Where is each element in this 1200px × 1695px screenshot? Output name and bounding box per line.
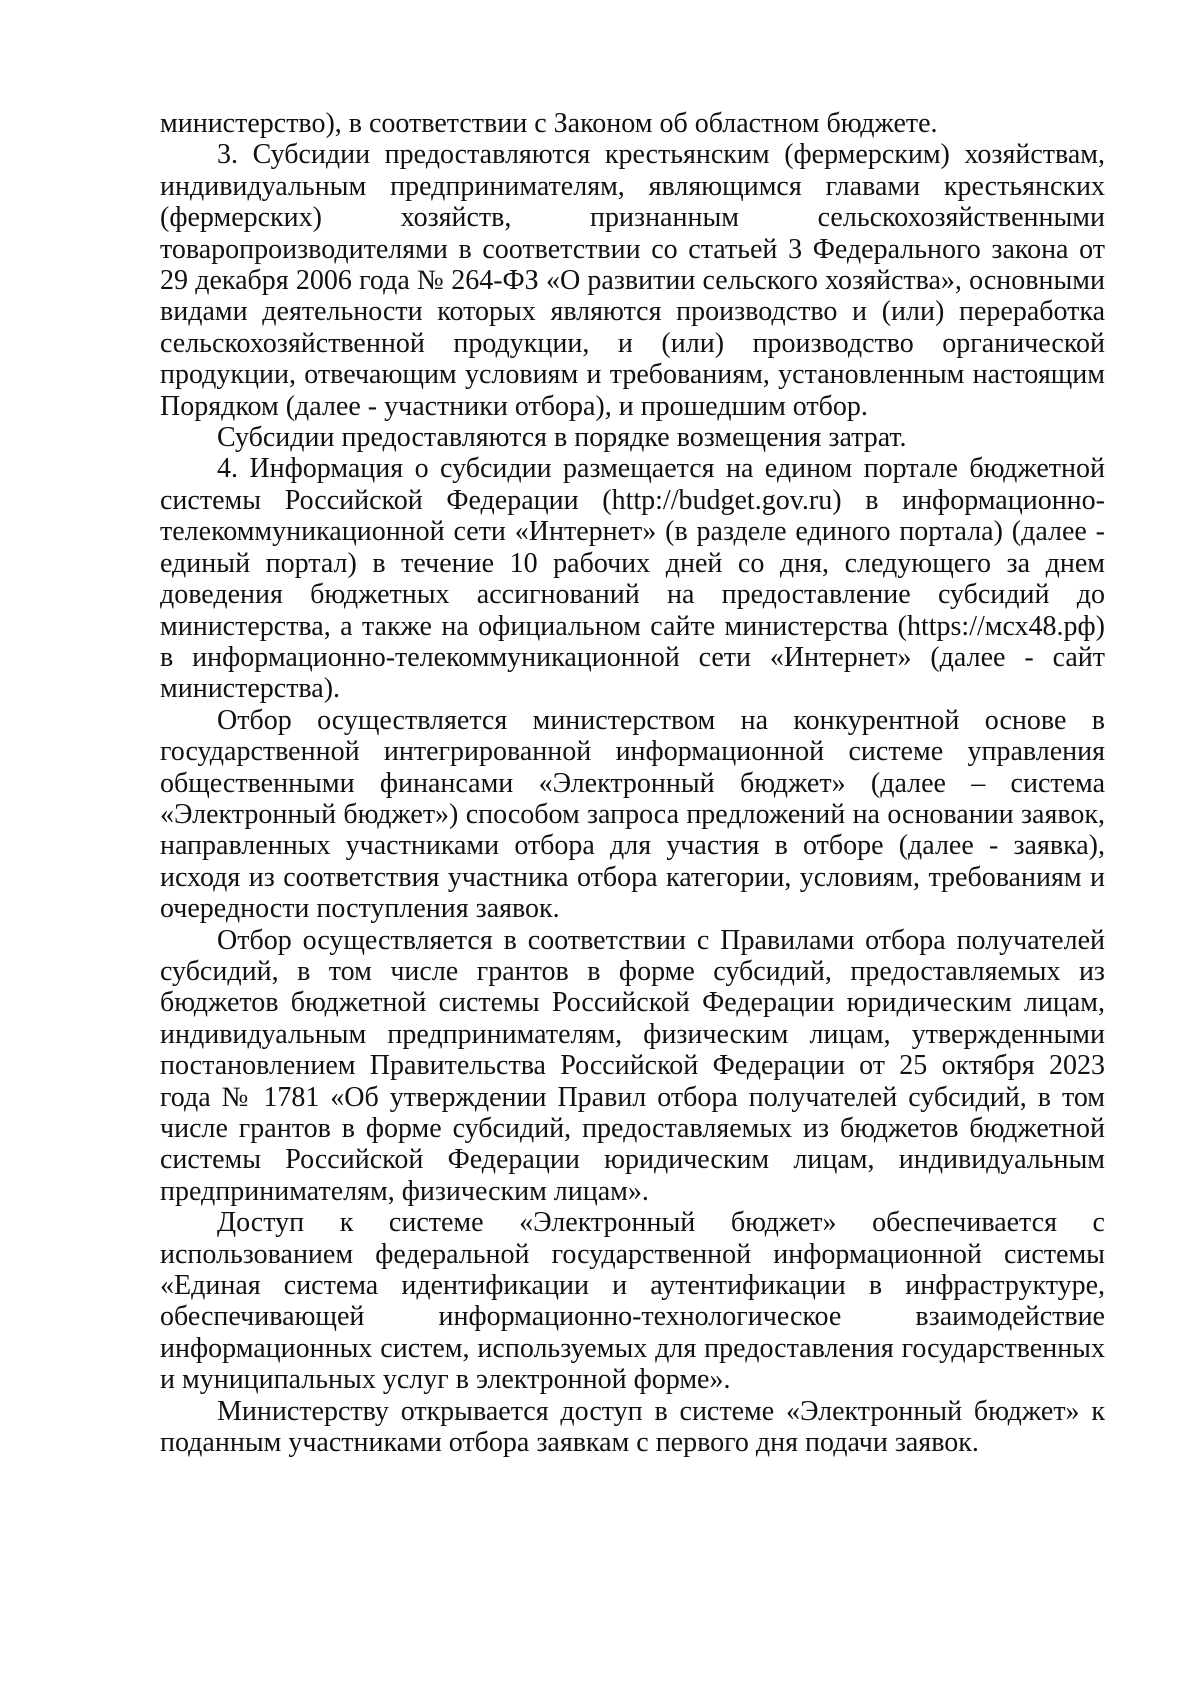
paragraph-cost-reimbursement: Субсидии предоставляются в порядке возмещения затрат. (217, 422, 907, 454)
document-body (160, 108, 1105, 1458)
paragraph-selection-procedure: Отбор осуществляется министерством на конкурентной основе в государственной интегрированной информационной системе управления общественными финансами «Электронный бюджет» (далее – система «Электронный бюджет») способом запроса предложений на основании заявок, направленных участниками отбора для участия в отборе (далее - заявка), исходя из соответствия участника отбора категории, условиям, требованиям и очередности поступления заявок. (160, 704, 1105, 925)
paragraph-continuation: министерство), в соответствии с Законом об областном бюджете. (160, 108, 938, 139)
paragraph-selection-rules: Отбор осуществляется в соответствии с Правилами отбора получателей субсидий, в том числе грантов в форме субсидий, предоставляемых из бюджетов бюджетной системы Российской Федерации юридическим лицам, индивидуальным предпринимателям, физическим лицам, утвержденными постановлением Правительства Российской Федерации от 25 октября 2023 года № 1781 «Об утверждении Правил отбора получателей субсидий, в том числе грантов в форме субсидий, предоставляемых из бюджетов бюджетной системы Российской Федерации юридическим лицам, индивидуальным предпринимателям, физическим лицам». (160, 924, 1105, 1207)
paragraph-item-3-subsidy-recipients: 3. Субсидии предоставляются крестьянским (фермерским) хозяйствам, индивидуальным предпринимателям, являющимся главами крестьянских (фермерских) хозяйств, признанным сельскохозяйственными товаропроизводителями в соответствии со статьей 3 Федерального закона от 29 декабря 2006 года № 264-ФЗ «О развитии сельского хозяйства», основными видами деятельности которых являются производство и (или) переработка сельскохозяйственной продукции, и (или) производство органической продукции, отвечающим условиям и требованиям, установленным настоящим Порядком (далее - участники отбора), и прошедшим отбор. (160, 139, 1105, 422)
paragraph-ministry-access: Министерству открывается доступ в системе «Электронный бюджет» к поданным участниками отбора заявкам с первого дня подачи заявок. (160, 1395, 1105, 1459)
paragraph-item-4-information-publication: 4. Информация о субсидии размещается на едином портале бюджетной системы Российской Федерации (http://budget.gov.ru) в информационно-телекоммуникационной сети «Интернет» (в разделе единого портала) (далее - единый портал) в течение 10 рабочих дней со дня, следующего за днем доведения бюджетных ассигнований на предоставление субсидий до министерства, а также на официальном сайте министерства (https://мсх48.рф) в информационно-телекоммуникационной сети «Интернет» (далее - сайт министерства). (160, 453, 1105, 705)
paragraph-system-access: Доступ к системе «Электронный бюджет» обеспечивается с использованием федеральной государственной информационной системы «Единая система идентификации и аутентификации в инфраструктуре, обеспечивающей информационно-технологическое взаимодействие информационных систем, используемых для предоставления государственных и муниципальных услуг в электронной форме». (160, 1207, 1105, 1396)
